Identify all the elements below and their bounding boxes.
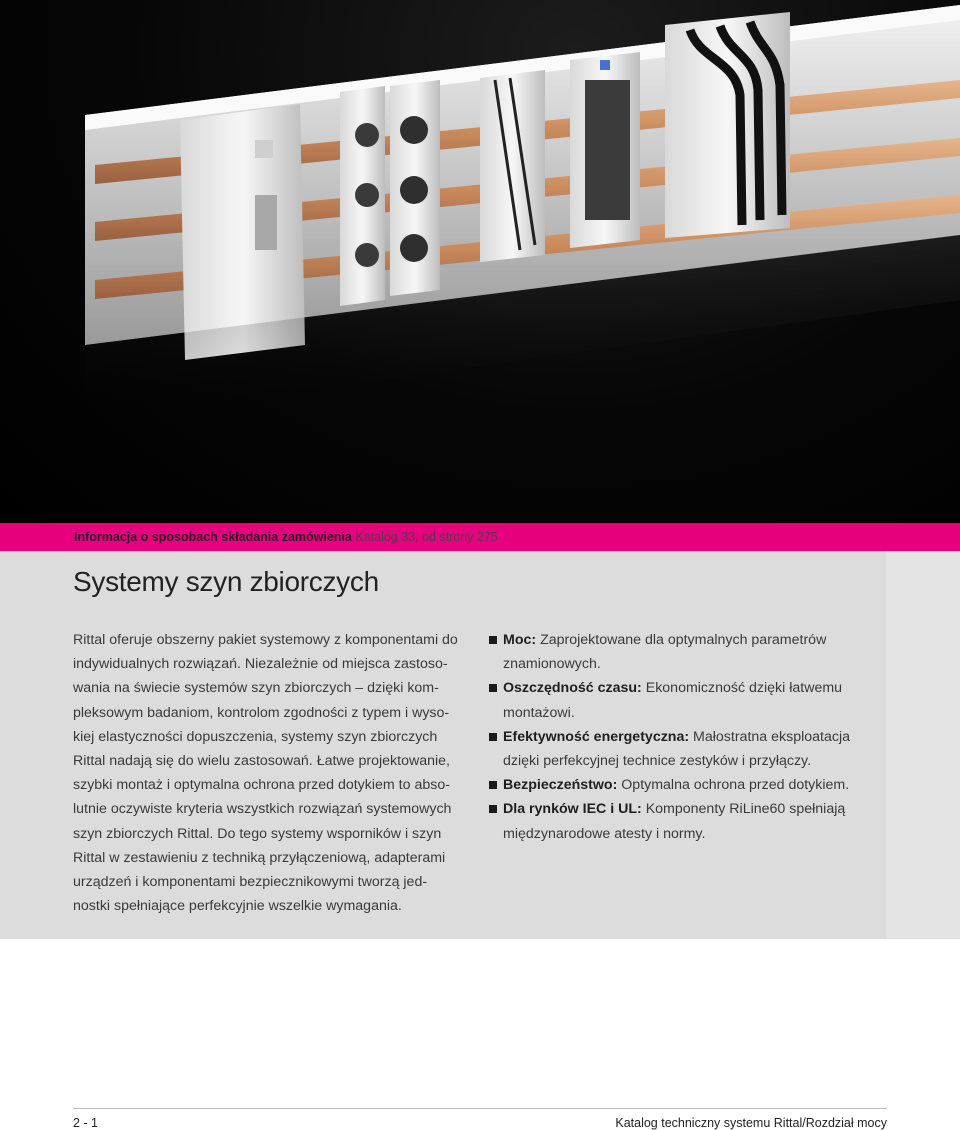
bullet-square-icon <box>489 733 497 741</box>
feature-item-power <box>489 628 889 676</box>
feature-text: Zaprojektowane dla optymalnych parametrów <box>540 632 827 648</box>
intro-text <box>73 628 473 918</box>
feature-label: Efektywność energetyczna: <box>503 728 690 745</box>
bullet-square-icon <box>489 805 497 813</box>
catalog-name: Katalog techniczny systemu Rittal/Rozdział mocy <box>615 1116 887 1130</box>
feature-text: Komponenty RiLine60 spełniają <box>645 801 846 818</box>
page-title: Systemy szyn zbiorczych <box>73 566 379 597</box>
order-info-bar <box>0 523 960 551</box>
intro-line: wania na świecie systemów szyn zbiorczych – dzięki kom- <box>73 680 439 697</box>
feature-text: Optymalna ochrona przed dotykiem. <box>621 777 850 794</box>
feature-item-energy <box>489 725 889 773</box>
feature-label: Oszczędność czasu: <box>503 680 642 697</box>
intro-line: nostki spełniające perfekcyjnie wszelkie wymagania. <box>73 898 402 915</box>
intro-line: szybki montaż i optymalna ochrona przed dotykiem to abso- <box>73 777 450 794</box>
panel-edge <box>886 551 960 939</box>
feature-text: Ekonomiczność dzięki łatwemu <box>645 680 843 697</box>
feature-label: Moc: <box>503 632 537 648</box>
busbar-illustration <box>0 0 960 523</box>
feature-text-cont: montażowi. <box>503 704 575 721</box>
order-info-label: Informacja o sposobach składania zamówienia <box>74 530 352 544</box>
feature-item-safety <box>489 773 889 797</box>
feature-item-time <box>489 676 889 724</box>
bullet-square-icon <box>489 684 497 692</box>
hero-image <box>0 0 960 523</box>
feature-item-markets <box>489 797 889 845</box>
intro-line: szyn zbiorczych Rittal. Do tego systemy wsporników i szyn <box>73 825 442 842</box>
intro-line: Rittal nadają się do wielu zastosowań. Łatwe projektowanie, <box>73 753 450 770</box>
intro-line: Rittal oferuje obszerny pakiet systemowy z komponentami do <box>73 632 458 648</box>
feature-text: Małostratna eksploatacja <box>693 728 850 745</box>
order-info-ref[interactable]: Katalog 33, od strony 275 <box>355 530 498 544</box>
bullet-square-icon <box>489 781 497 789</box>
footer-divider <box>73 1108 887 1109</box>
feature-label: Dla rynków IEC i UL: <box>503 801 642 818</box>
intro-line: Rittal w zestawieniu z techniką przyłączeniową, adapterami <box>73 849 446 866</box>
feature-text-cont: znamionowych. <box>503 656 601 673</box>
feature-text-cont: międzynarodowe atesty i normy. <box>503 825 706 842</box>
feature-list <box>489 628 889 846</box>
page-number: 2 - 1 <box>73 1116 99 1130</box>
feature-text-cont: dzięki perfekcyjnej technice zestyków i przyłączy. <box>503 753 812 770</box>
feature-label: Bezpieczeństwo: <box>503 777 618 794</box>
intro-line: kiej elastyczności dopuszczenia, systemy szyn zbiorczych <box>73 728 438 745</box>
intro-line: pleksowym badaniom, kontrolom zgodności z typem i wyso- <box>73 704 450 721</box>
intro-line: indywidualnych rozwiązań. Niezależnie od miejsca zastoso- <box>73 656 448 673</box>
intro-line: lutnie oczywiste kryteria wszystkich rozwiązań systemowych <box>73 801 452 818</box>
bullet-square-icon <box>489 636 497 644</box>
intro-line: urządzeń i komponentami bezpiecznikowymi tworzą jed- <box>73 874 428 891</box>
